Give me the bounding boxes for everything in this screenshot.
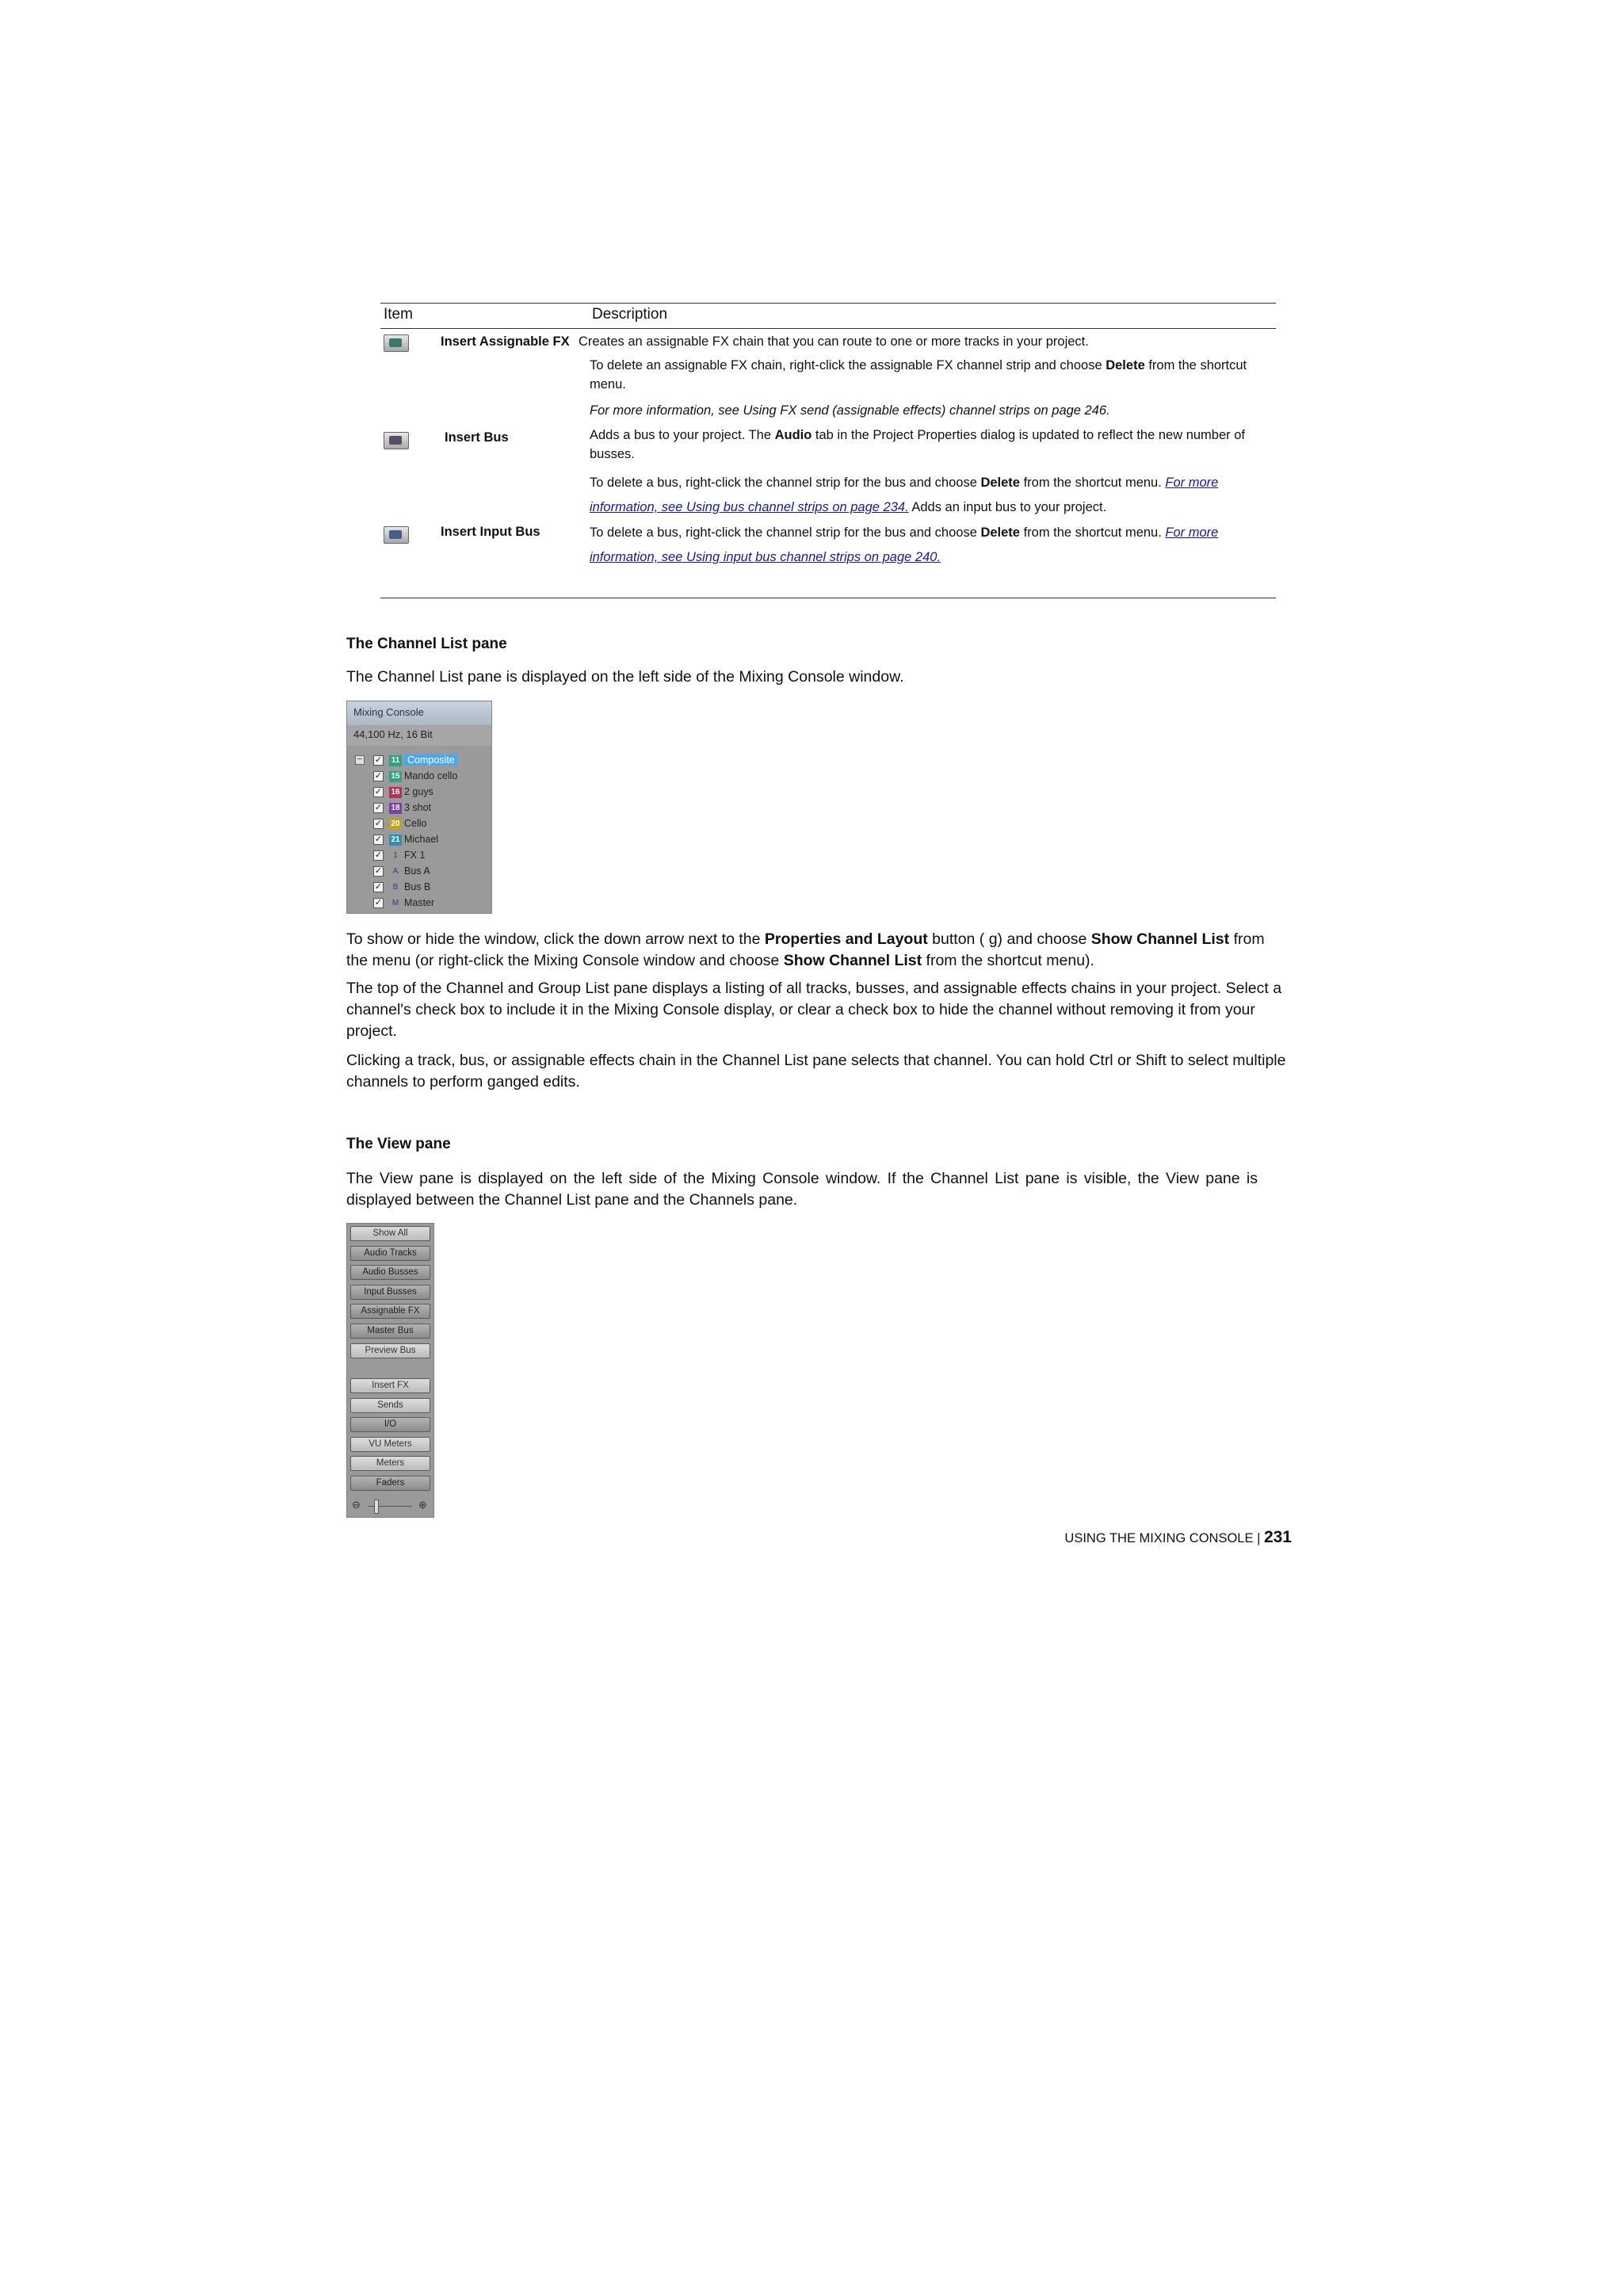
collapse-icon[interactable]: − [355, 755, 365, 765]
desc-line: Adds a bus to your project. The Audio tab in the Project Properties dialog is updated to reflect the new number of busses. [590, 428, 1245, 461]
channel-number-badge: 11 [389, 755, 402, 766]
desc-line: To delete a bus, right-click the channel strip for the bus and choose Delete from the shortcut menu. For more information, see Using bus channel strips on page 234. Adds an input bus to your project. [590, 476, 1219, 514]
channel-checkbox[interactable]: ✓ [374, 803, 383, 812]
channel-name: Bus B [404, 881, 431, 892]
channel-row[interactable] [373, 849, 488, 864]
channel-row[interactable] [373, 754, 488, 769]
desc-line: To delete an assignable FX chain, right-click the assignable FX channel strip and choose Delete from the shortcut menu. [590, 358, 1247, 392]
channel-name: Michael [404, 834, 439, 845]
channel-checkbox[interactable]: ✓ [374, 771, 383, 781]
page-footer: USING THE MIXING CONSOLE | 231 [1064, 1528, 1292, 1546]
channel-name: FX 1 [404, 850, 426, 861]
channel-name: Cello [404, 818, 427, 829]
table-header-description: Description [592, 306, 668, 323]
channel-number-badge: 18 [389, 803, 402, 814]
channel-checkbox[interactable]: ✓ [374, 819, 383, 828]
channel-row[interactable] [373, 785, 488, 800]
channel-checkbox[interactable]: ✓ [374, 755, 383, 765]
zoom-slider[interactable] [350, 1498, 430, 1514]
channel-number-badge: B [392, 883, 399, 892]
view-button[interactable]: Audio Tracks [350, 1246, 430, 1261]
assignable-fx-icon [384, 334, 409, 352]
channel-number-badge: 16 [389, 787, 402, 798]
desc-line: To delete a bus, right-click the channel strip for the bus and choose Delete from the shortcut menu. For more information, see Using input bus channel strips on page 240. [590, 525, 1219, 564]
zoom-in-icon[interactable]: ⊕ [418, 1499, 427, 1511]
zoom-thumb[interactable] [374, 1499, 379, 1514]
channel-checkbox[interactable]: ✓ [374, 787, 383, 797]
view-button[interactable]: Meters [350, 1456, 430, 1471]
link-bus-channel-strips[interactable]: For more information, see Using bus channel strips on page 234. [590, 476, 1219, 514]
bus-icon [384, 432, 409, 449]
channel-name: 2 guys [404, 786, 433, 797]
view-button[interactable]: Show All [350, 1226, 430, 1241]
table-top-rule [380, 303, 1276, 304]
channel-name: Mando cello [404, 770, 458, 781]
channel-list-para-2: The top of the Channel and Group List pane displays a listing of all tracks, busses, and assignable effects chains in your project. Select a channel's check box to include it in the Mixing Console display, or clear a check box to hide the channel without removing it from your project. [346, 980, 1282, 1040]
mixer-format: 44,100 Hz, 16 Bit [347, 725, 491, 746]
view-button[interactable]: Sends [350, 1398, 430, 1413]
channel-row[interactable] [373, 770, 488, 785]
mixer-title: Mixing Console [347, 701, 491, 725]
mixing-console-screenshot [346, 701, 492, 914]
heading-view-pane: The View pane [346, 1136, 451, 1152]
view-button[interactable]: Master Bus [350, 1324, 430, 1339]
channel-row[interactable] [373, 881, 488, 896]
channel-name: Master [404, 897, 435, 908]
channel-number-badge: 20 [389, 819, 402, 830]
view-pane-para: The View pane is displayed on the left side of the Mixing Console window. If the Channel List pane is visible, the View pane is displayed between the Channel List pane and the Channels pane. [346, 1170, 1258, 1209]
channel-number-badge: 21 [389, 835, 402, 846]
view-button[interactable]: Audio Busses [350, 1265, 430, 1280]
channel-name: 3 shot [404, 802, 432, 813]
channel-name: Composite [404, 755, 458, 766]
channel-number-badge: 15 [389, 771, 402, 782]
view-button[interactable]: Input Busses [350, 1285, 430, 1300]
channel-number-badge: A [392, 867, 399, 876]
view-button[interactable]: Preview Bus [350, 1343, 430, 1358]
channel-checkbox[interactable]: ✓ [374, 835, 383, 844]
channel-list-intro: The Channel List pane is displayed on the left side of the Mixing Console window. [346, 668, 904, 686]
channel-list-para-1: To show or hide the window, click the down arrow next to the Properties and Layout button ( g) and choose Show Channel List from the menu (or right-click the Mixing Console window and choose Show Channel List from the shortcut menu). [346, 930, 1265, 969]
channel-row[interactable] [373, 865, 488, 880]
input-bus-icon [384, 526, 409, 544]
view-button[interactable]: VU Meters [350, 1437, 430, 1452]
table-header-item: Item [384, 306, 413, 323]
channel-list [347, 749, 491, 913]
channel-checkbox[interactable]: ✓ [374, 898, 383, 907]
desc-line: Creates an assignable FX chain that you can route to one or more tracks in your project. [579, 334, 1089, 349]
channel-checkbox[interactable]: ✓ [374, 882, 383, 892]
item-insert-bus: Insert Bus [445, 430, 509, 445]
page-number: 231 [1263, 1528, 1292, 1546]
zoom-out-icon[interactable]: ⊖ [352, 1499, 361, 1511]
channel-row[interactable] [373, 817, 488, 832]
desc-line: For more information, see Using FX send (assignable effects) channel strips on page 246. [590, 403, 1110, 418]
heading-channel-list: The Channel List pane [346, 636, 507, 652]
channel-row[interactable] [373, 801, 488, 816]
channel-list-para-3: Clicking a track, bus, or assignable effects chain in the Channel List pane selects that channel. You can hold Ctrl or Shift to select multiple channels to perform ganged edits. [346, 1052, 1286, 1091]
item-insert-input-bus: Insert Input Bus [441, 525, 540, 539]
link-input-bus-channel-strips[interactable]: For more information, see Using input bus channel strips on page 240. [590, 525, 1219, 564]
channel-number-badge: M [391, 899, 399, 907]
view-button[interactable]: Assignable FX [350, 1304, 430, 1319]
channel-number-badge: 1 [393, 851, 398, 860]
channel-row[interactable] [373, 833, 488, 848]
view-button[interactable]: Insert FX [350, 1378, 430, 1393]
channel-name: Bus A [404, 865, 430, 877]
view-button[interactable]: Faders [350, 1476, 430, 1491]
channel-row[interactable] [373, 896, 488, 911]
view-pane-screenshot [346, 1223, 434, 1518]
table-header-rule [380, 328, 1276, 329]
item-insert-assignable-fx: Insert Assignable FX [441, 334, 570, 349]
view-button[interactable]: I/O [350, 1417, 430, 1432]
channel-checkbox[interactable]: ✓ [374, 866, 383, 876]
channel-checkbox[interactable]: ✓ [374, 850, 383, 860]
